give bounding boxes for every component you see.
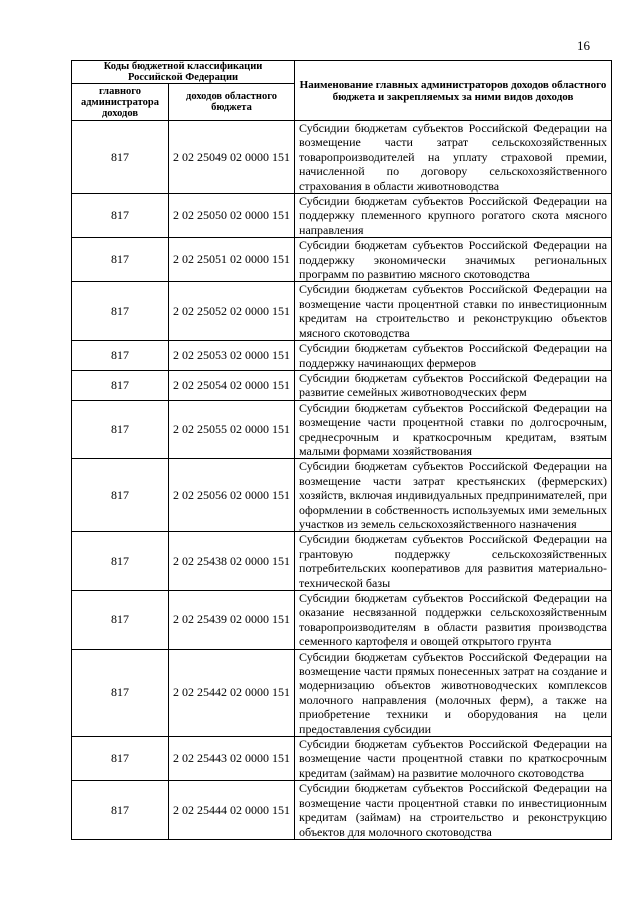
revenue-name-cell: Субсидии бюджетам субъектов Российской Федерации на поддержку племенного крупного рогатого скота мясного направления: [295, 194, 612, 238]
admin-code-cell: 817: [72, 591, 169, 650]
table-row: [72, 781, 612, 840]
table-row: [72, 238, 612, 282]
revenue-name-cell: Субсидии бюджетам субъектов Российской Федерации на возмещение части затрат крестьянских (фермерских) хозяйств, включая индивидуальных предпринимателей, при оформлении в собственность используемых ими земельных участков из земель сельскохозяйственного назначения: [295, 459, 612, 532]
revenue-name-cell: Субсидии бюджетам субъектов Российской Федерации на возмещение части затрат сельскохозяйственных товаропроизводителей на уплату страховой премии, начисленной по договору сельскохозяйственного страхования в области животноводства: [295, 121, 612, 194]
header-admin-column: главного администратора доходов: [72, 84, 169, 121]
revenue-name-cell: Субсидии бюджетам субъектов Российской Федерации на грантовую поддержку сельскохозяйственных потребительских кооперативов для развития материально-технической базы: [295, 532, 612, 591]
admin-code-cell: 817: [72, 459, 169, 532]
revenue-code-cell: 2 02 25056 02 0000 151: [169, 459, 295, 532]
revenue-name-cell: Субсидии бюджетам субъектов Российской Федерации на возмещение части прямых понесенных затрат на создание и модернизацию объектов животноводческих комплексов молочного направления (молочных ферм), а также на приобретение техники и оборудования на цели предоставления субсидии: [295, 649, 612, 736]
revenue-code-cell: 2 02 25053 02 0000 151: [169, 341, 295, 371]
page-number: 16: [577, 38, 590, 53]
table-row: [72, 341, 612, 371]
admin-code-cell: 817: [72, 121, 169, 194]
table-row: [72, 121, 612, 194]
revenue-name-cell: Субсидии бюджетам субъектов Российской Федерации на возмещение части процентной ставки по краткосрочным кредитам (займам) на развитие молочного скотоводства: [295, 737, 612, 781]
revenue-code-cell: 2 02 25052 02 0000 151: [169, 282, 295, 341]
revenue-code-cell: 2 02 25055 02 0000 151: [169, 400, 295, 459]
revenue-name-cell: Субсидии бюджетам субъектов Российской Федерации на возмещение части процентной ставки по долгосрочным, среднесрочным и краткосрочным кредитам, взятым малыми формами хозяйствования: [295, 400, 612, 459]
table-row: [72, 649, 612, 736]
budget-classification-table: [71, 60, 612, 840]
revenue-code-cell: 2 02 25443 02 0000 151: [169, 737, 295, 781]
revenue-name-cell: Субсидии бюджетам субъектов Российской Федерации на поддержку экономически значимых региональных программ по развитию мясного скотоводства: [295, 238, 612, 282]
header-group-label: Коды бюджетной классификации Российской Федерации: [72, 61, 295, 84]
admin-code-cell: 817: [72, 238, 169, 282]
header-name-column: Наименование главных администраторов доходов областного бюджета и закрепляемых за ними видов доходов: [295, 61, 612, 121]
revenue-code-cell: 2 02 25049 02 0000 151: [169, 121, 295, 194]
revenue-code-cell: 2 02 25050 02 0000 151: [169, 194, 295, 238]
table-row: [72, 591, 612, 650]
table-row: [72, 282, 612, 341]
table-row: [72, 370, 612, 400]
table-body: [72, 121, 612, 840]
revenue-name-cell: Субсидии бюджетам субъектов Российской Федерации на возмещение части процентной ставки по инвестиционным кредитам на строительство и реконструкцию объектов мясного скотоводства: [295, 282, 612, 341]
revenue-code-cell: 2 02 25054 02 0000 151: [169, 370, 295, 400]
admin-code-cell: 817: [72, 737, 169, 781]
admin-code-cell: 817: [72, 341, 169, 371]
table-row: [72, 194, 612, 238]
revenue-code-cell: 2 02 25444 02 0000 151: [169, 781, 295, 840]
admin-code-cell: 817: [72, 194, 169, 238]
revenue-name-cell: Субсидии бюджетам субъектов Российской Федерации на поддержку начинающих фермеров: [295, 341, 612, 371]
revenue-code-cell: 2 02 25438 02 0000 151: [169, 532, 295, 591]
table-row: [72, 400, 612, 459]
header-code-column: доходов областного бюджета: [169, 84, 295, 121]
table-row: [72, 737, 612, 781]
admin-code-cell: 817: [72, 370, 169, 400]
admin-code-cell: 817: [72, 781, 169, 840]
table-row: [72, 459, 612, 532]
revenue-name-cell: Субсидии бюджетам субъектов Российской Федерации на оказание несвязанной поддержки сельскохозяйственным товаропроизводителям в области развития производства семенного картофеля и овощей открытого грунта: [295, 591, 612, 650]
revenue-code-cell: 2 02 25442 02 0000 151: [169, 649, 295, 736]
admin-code-cell: 817: [72, 532, 169, 591]
revenue-name-cell: Субсидии бюджетам субъектов Российской Федерации на возмещение части процентной ставки по инвестиционным кредитам (займам) на строительство и реконструкцию объектов для молочного скотоводства: [295, 781, 612, 840]
admin-code-cell: 817: [72, 282, 169, 341]
revenue-code-cell: 2 02 25051 02 0000 151: [169, 238, 295, 282]
revenue-name-cell: Субсидии бюджетам субъектов Российской Федерации на развитие семейных животноводческих ферм: [295, 370, 612, 400]
revenue-code-cell: 2 02 25439 02 0000 151: [169, 591, 295, 650]
admin-code-cell: 817: [72, 400, 169, 459]
admin-code-cell: 817: [72, 649, 169, 736]
table-row: [72, 532, 612, 591]
